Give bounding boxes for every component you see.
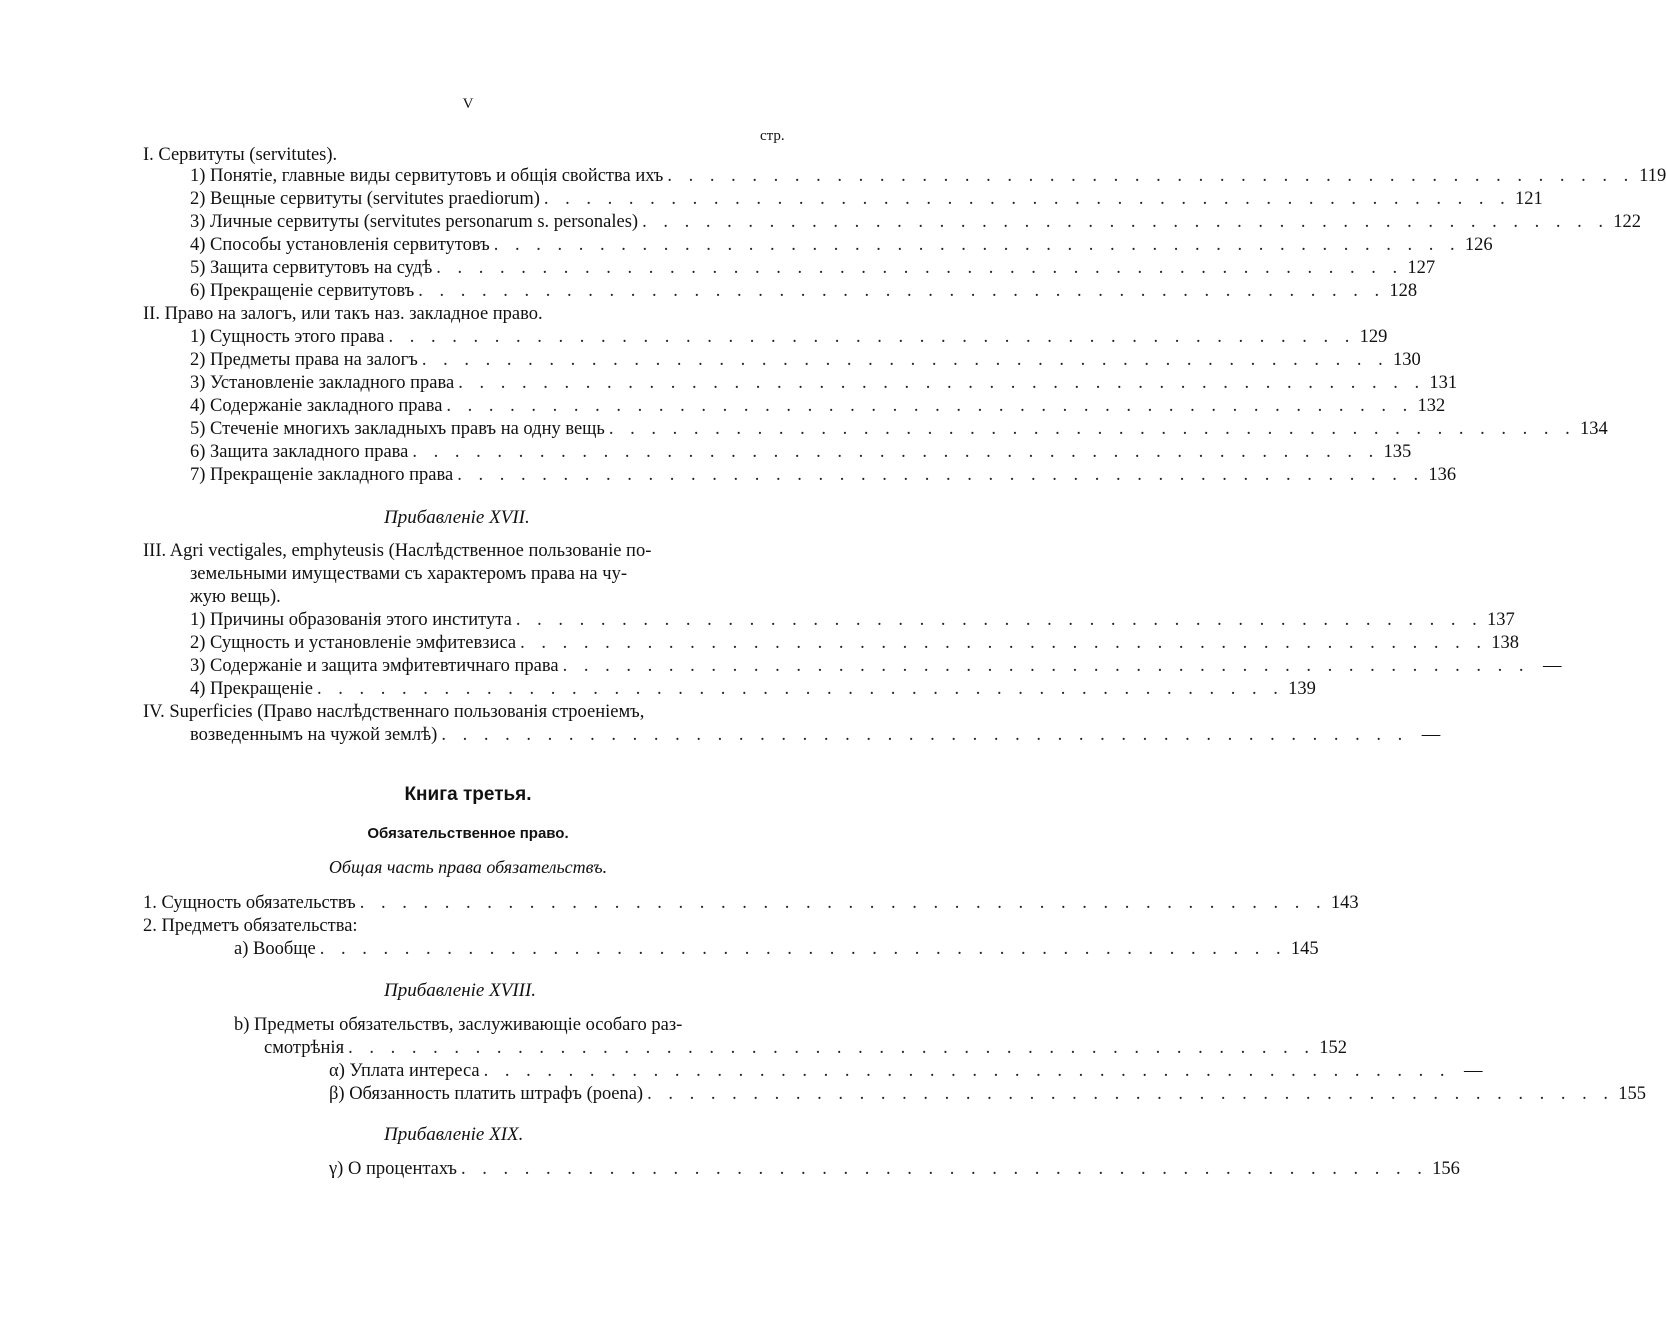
dot-leader: . . . . . . . . . . . . . . . . . . . . . . . . . . . . . . . . . . . . . . . . . . . . . . xyxy=(446,396,1414,416)
dot-leader: . . . . . . . . . . . . . . . . . . . . . . . . . . . . . . . . . . . . . . . . . . . . . . xyxy=(667,166,1635,186)
section-iv-line1: IV. Superficies (Право наслѣдственнаго пользованія строеніемъ, xyxy=(143,702,645,722)
toc-entry[interactable] xyxy=(190,396,1446,420)
dot-leader: . . . . . . . . . . . . . . . . . . . . . . . . . . . . . . . . . . . . . . . . . . . . . . xyxy=(562,656,1530,676)
toc-entry[interactable] xyxy=(264,1038,1347,1062)
entry-page: 130 xyxy=(1392,350,1421,370)
toc-entry[interactable] xyxy=(190,442,1412,466)
section-iii-heading-line2: земельными имуществами съ характеромъ права на чу- xyxy=(190,564,627,584)
dot-leader: . . . . . . . . . . . . . . . . . . . . . . . . . . . . . . . . . . . . . . . . . . . . . . xyxy=(388,327,1356,347)
toc-entry[interactable] xyxy=(190,465,1457,489)
dot-leader: . . . . . . . . . . . . . . . . . . . . . . . . . . . . . . . . . . . . . . . . . . . . . . xyxy=(458,373,1426,393)
appendix-xix-title: Прибавленіе XIX. xyxy=(384,1124,524,1145)
entry-text: 5) Стеченіе многихъ закладныхъ правъ на одну вещь xyxy=(190,419,605,439)
entry-text: β) Обязанность платить штрафъ (poena) xyxy=(329,1084,644,1104)
dot-leader: . . . . . . . . . . . . . . . . . . . . . . . . . . . . . . . . . . . . . . . . . . . . . . xyxy=(436,258,1404,278)
entry-text: 4) Прекращеніе xyxy=(190,679,314,699)
part-title: Общая часть права обязательствъ. xyxy=(328,857,608,877)
entry-page: 152 xyxy=(1319,1038,1347,1058)
book-title: Книга третья. xyxy=(404,784,532,805)
entry-page: 137 xyxy=(1486,610,1515,630)
toc-entry[interactable] xyxy=(190,373,1458,397)
section-ii-heading: II. Право на залогъ, или такъ наз. закладное право. xyxy=(143,304,543,324)
toc-entry[interactable] xyxy=(190,258,1436,282)
book-subtitle: Обязательственное право. xyxy=(367,825,569,842)
dot-leader: . . . . . . . . . . . . . . . . . . . . . . . . . . . . . . . . . . . . . . . . . . . . . . xyxy=(461,1159,1428,1179)
dot-leader: . . . . . . . . . . . . . . . . . . . . . . . . . . . . . . . . . . . . . . . . . . . . . . xyxy=(441,725,1409,745)
entry-text: 2) Предметы права на залогъ xyxy=(190,350,418,370)
section-iii-heading-line3: жую вещь). xyxy=(190,587,281,607)
dot-leader: . . . . . . . . . . . . . . . . . . . . . . . . . . . . . . . . . . . . . . . . . . . . . . xyxy=(642,212,1609,232)
entry-page: 135 xyxy=(1383,442,1412,462)
toc-entry[interactable] xyxy=(190,327,1388,351)
appendix-xviii-title: Прибавленіе XVIII. xyxy=(384,980,537,1001)
entry-text: 6) Прекращеніе сервитутовъ xyxy=(190,281,415,301)
entry-page: — xyxy=(1542,656,1562,676)
entry-text: возведеннымъ на чужой землѣ) xyxy=(190,725,438,745)
dot-leader: . . . . . . . . . . . . . . . . . . . . . . . . . . . . . . . . . . . . . . . . . . . . . . xyxy=(457,465,1425,485)
entry-text: 3) Личные сервитуты (servitutes personarum s. personales) xyxy=(190,212,639,232)
item-b-line1: b) Предметы обязательствъ, заслуживающіе особаго раз- xyxy=(234,1015,683,1035)
entry-page: 119 xyxy=(1639,166,1666,186)
dot-leader: . . . . . . . . . . . . . . . . . . . . . . . . . . . . . . . . . . . . . . . . . . . . . . xyxy=(418,281,1386,301)
dot-leader: . . . . . . . . . . . . . . . . . . . . . . . . . . . . . . . . . . . . . . . . . . . . . . xyxy=(608,419,1576,439)
dot-leader: . . . . . . . . . . . . . . . . . . . . . . . . . . . . . . . . . . . . . . . . . . . . . . xyxy=(543,189,1511,209)
toc-entry[interactable] xyxy=(143,893,1359,917)
dot-leader: . . . . . . . . . . . . . . . . . . . . . . . . . . . . . . . . . . . . . . . . . . . . . . xyxy=(483,1061,1451,1081)
entry-text: 4) Содержаніе закладного права xyxy=(190,396,443,416)
toc-entry[interactable] xyxy=(190,656,1562,680)
entry-text: a) Вообще xyxy=(234,939,316,959)
toc-entry[interactable] xyxy=(329,1084,1646,1108)
entry-page: 139 xyxy=(1288,679,1316,699)
toc-entry[interactable] xyxy=(190,166,1666,190)
toc-entry[interactable] xyxy=(234,939,1319,963)
entry-page: 131 xyxy=(1429,373,1458,393)
entry-text: 1) Понятіе, главные виды сервитутовъ и общія свойства ихъ xyxy=(190,166,664,186)
entry-page: 132 xyxy=(1417,396,1446,416)
toc-entry[interactable] xyxy=(190,235,1493,259)
column-header: стр. xyxy=(760,128,785,144)
entry-text: 1) Сущность этого права xyxy=(190,327,385,347)
toc-entry[interactable] xyxy=(190,189,1543,213)
toc-entry[interactable] xyxy=(190,281,1418,305)
toc-entry[interactable] xyxy=(190,725,1441,749)
toc-entry[interactable] xyxy=(190,350,1421,374)
dot-leader: . . . . . . . . . . . . . . . . . . . . . . . . . . . . . . . . . . . . . . . . . . . . . . xyxy=(421,350,1389,370)
entry-text: 6) Защита закладного права xyxy=(190,442,409,462)
entry-page: 129 xyxy=(1359,327,1388,347)
entry-page: 127 xyxy=(1407,258,1436,278)
entry-page: 122 xyxy=(1613,212,1641,232)
entry-text: α) Уплата интереса xyxy=(329,1061,480,1081)
appendix-xvii-title: Прибавленіе XVII. xyxy=(384,507,530,528)
entry-page: 128 xyxy=(1389,281,1418,301)
entry-page: 145 xyxy=(1290,939,1319,959)
toc-entry[interactable] xyxy=(190,679,1316,703)
entry-text: 5) Защита сервитутовъ на судѣ xyxy=(190,258,433,278)
page-number: V xyxy=(462,96,474,112)
section-iii-heading-line1: III. Agri vectigales, emphyteusis (Наслѣдственное пользованіе по- xyxy=(143,541,652,561)
section-i-heading: I. Сервитуты (servitutes). xyxy=(143,145,338,165)
entry-page: 121 xyxy=(1515,189,1543,209)
dot-leader: . . . . . . . . . . . . . . . . . . . . . . . . . . . . . . . . . . . . . . . . . . . . . . xyxy=(520,633,1487,653)
entry-text: 4) Способы установленія сервитутовъ xyxy=(190,235,490,255)
toc-entry[interactable] xyxy=(190,419,1608,443)
entry-page: 136 xyxy=(1428,465,1457,485)
dot-leader: . . . . . . . . . . . . . . . . . . . . . . . . . . . . . . . . . . . . . . . . . . . . . . xyxy=(348,1038,1315,1058)
entry-text: 3) Установленіе закладного права xyxy=(190,373,455,393)
dot-leader: . . . . . . . . . . . . . . . . . . . . . . . . . . . . . . . . . . . . . . . . . . . . . . xyxy=(412,442,1380,462)
entry-page: 155 xyxy=(1618,1084,1646,1104)
entry-text: γ) О процентахъ xyxy=(329,1159,457,1179)
entry-page: 134 xyxy=(1579,419,1608,439)
entry-page: 138 xyxy=(1491,633,1519,653)
entry-text: 7) Прекращеніе закладного права xyxy=(190,465,454,485)
dot-leader: . . . . . . . . . . . . . . . . . . . . . . . . . . . . . . . . . . . . . . . . . . . . . . xyxy=(317,679,1284,699)
dot-leader: . . . . . . . . . . . . . . . . . . . . . . . . . . . . . . . . . . . . . . . . . . . . . . xyxy=(359,893,1327,913)
entry-text: 2) Сущность и установленіе эмфитевзиса xyxy=(190,633,517,653)
dot-leader: . . . . . . . . . . . . . . . . . . . . . . . . . . . . . . . . . . . . . . . . . . . . . . xyxy=(493,235,1461,255)
toc-entry[interactable] xyxy=(190,610,1515,634)
toc-entry[interactable] xyxy=(329,1159,1460,1183)
entry-text: 3) Содержаніе и защита эмфитевтичнаго права xyxy=(190,656,559,676)
toc-entry[interactable] xyxy=(190,212,1641,236)
entry-page: 143 xyxy=(1330,893,1359,913)
entry-text: 1) Причины образованія этого института xyxy=(190,610,512,630)
entry-page: — xyxy=(1421,725,1441,745)
dot-leader: . . . . . . . . . . . . . . . . . . . . . . . . . . . . . . . . . . . . . . . . . . . . . . xyxy=(515,610,1483,630)
toc-entry[interactable] xyxy=(190,633,1519,657)
dot-leader: . . . . . . . . . . . . . . . . . . . . . . . . . . . . . . . . . . . . . . . . . . . . . . xyxy=(647,1084,1614,1104)
entry-page: — xyxy=(1464,1061,1483,1081)
entry-text: 2) Вещные сервитуты (servitutes praediorum) xyxy=(190,189,540,209)
entry-page: 156 xyxy=(1432,1159,1460,1179)
entry-text: 1. Сущность обязательствъ xyxy=(143,893,356,913)
entry-page: 126 xyxy=(1464,235,1493,255)
toc-entry[interactable] xyxy=(329,1061,1483,1085)
obligations-item2-heading: 2. Предметъ обязательства: xyxy=(143,916,358,936)
dot-leader: . . . . . . . . . . . . . . . . . . . . . . . . . . . . . . . . . . . . . . . . . . . . . . xyxy=(319,939,1287,959)
entry-text: смотрѣнія xyxy=(264,1038,345,1058)
